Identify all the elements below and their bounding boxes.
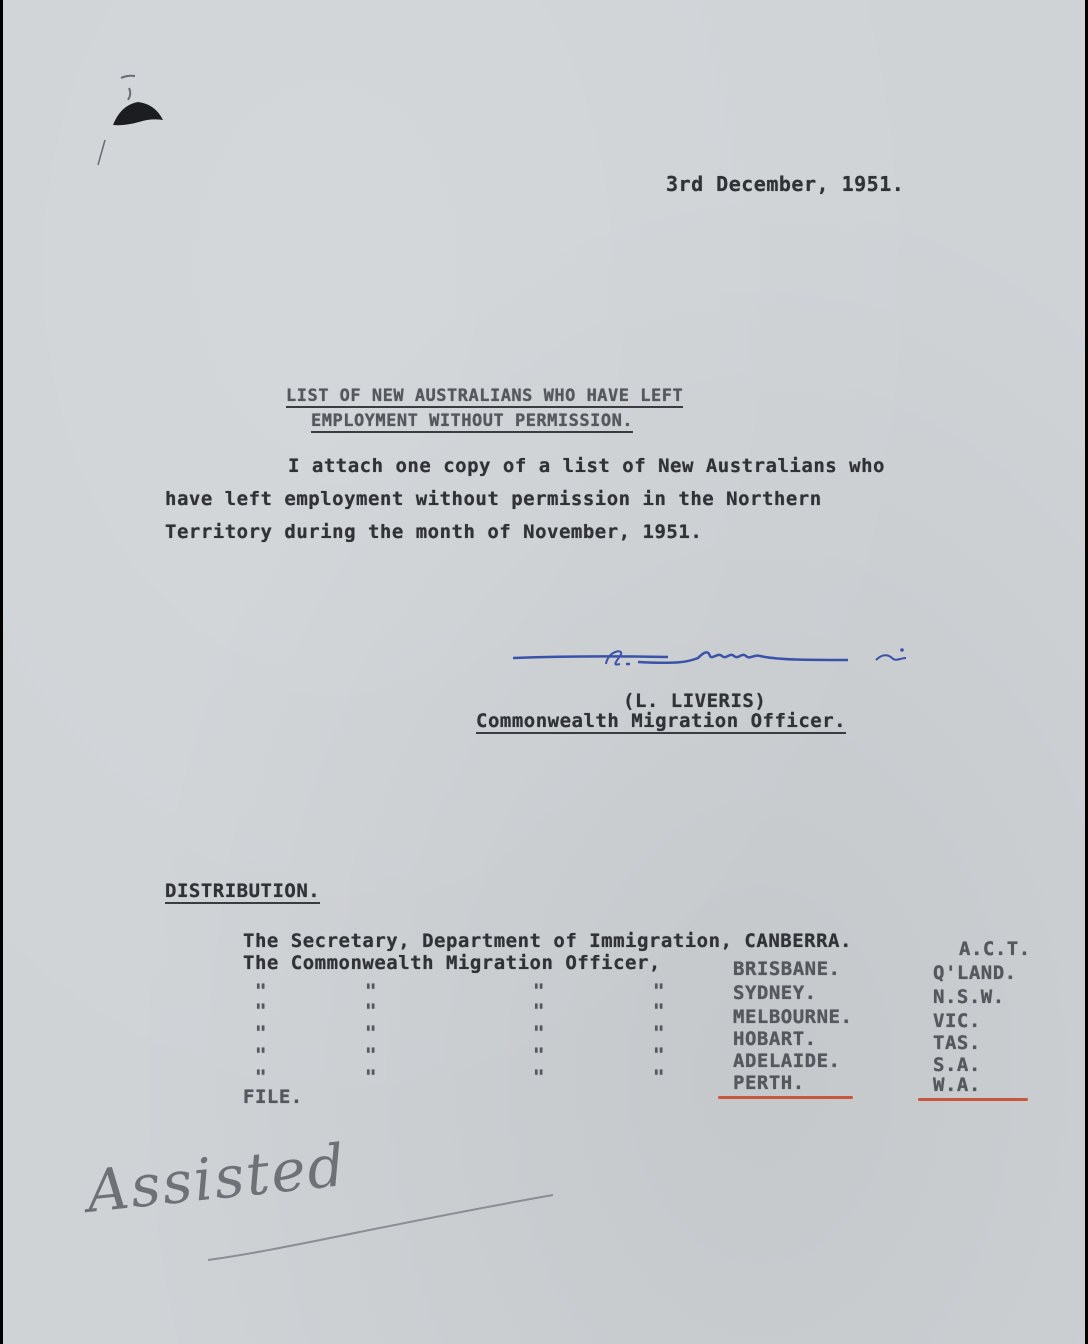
- distribution-state-tas: TAS.: [933, 1032, 981, 1054]
- ditto-mark: ": [255, 980, 267, 1002]
- distribution-city-brisbane: BRISBANE.: [733, 958, 841, 980]
- red-underline-perth: [718, 1096, 853, 1099]
- ditto-mark: ": [653, 1022, 665, 1044]
- distribution-state-wa: W.A.: [933, 1074, 981, 1096]
- document-date: 3rd December, 1951.: [666, 172, 905, 196]
- signatory-title: Commonwealth Migration Officer.: [476, 710, 847, 732]
- handwritten-annotation: Assisted: [83, 1130, 350, 1226]
- ditto-mark: ": [365, 1066, 377, 1088]
- ditto-mark: ": [365, 1044, 377, 1066]
- distribution-row-migration-officer: The Commonwealth Migration Officer,: [243, 952, 661, 974]
- ditto-mark: ": [533, 1022, 545, 1044]
- ditto-mark: ": [365, 1000, 377, 1022]
- ditto-mark: ": [653, 1000, 665, 1022]
- staple-hole-mark: [93, 60, 183, 170]
- ditto-mark: ": [653, 1044, 665, 1066]
- body-line-3: Territory during the month of November, 1951.: [165, 521, 703, 543]
- ditto-mark: ": [365, 980, 377, 1002]
- distribution-city-adelaide: ADELAIDE.: [733, 1050, 841, 1072]
- ditto-mark: ": [653, 1066, 665, 1088]
- distribution-city-perth: PERTH.: [733, 1072, 805, 1094]
- ditto-mark: ": [653, 980, 665, 1002]
- ditto-mark: ": [533, 1066, 545, 1088]
- pencil-stroke: [203, 1180, 563, 1270]
- distribution-state-vic: VIC.: [933, 1010, 981, 1032]
- distribution-row-secretary: The Secretary, Department of Immigration, CANBERRA.: [243, 930, 852, 952]
- body-line-1: I attach one copy of a list of New Australians who: [288, 455, 885, 477]
- distribution-state-qland: Q'LAND.: [933, 962, 1017, 984]
- subject-line-2: EMPLOYMENT WITHOUT PERMISSION.: [311, 411, 634, 431]
- distribution-row-secretary-state: A.C.T.: [959, 938, 1031, 960]
- distribution-city-sydney: SYDNEY.: [733, 982, 817, 1004]
- ditto-mark: ": [533, 1044, 545, 1066]
- subject-line-1: LIST OF NEW AUSTRALIANS WHO HAVE LEFT: [286, 386, 684, 406]
- distribution-city-melbourne: MELBOURNE.: [733, 1006, 853, 1028]
- distribution-state-nsw: N.S.W.: [933, 986, 1005, 1008]
- distribution-file: FILE.: [243, 1086, 303, 1108]
- ditto-mark: ": [255, 1066, 267, 1088]
- distribution-state-sa: S.A.: [933, 1054, 981, 1076]
- ditto-mark: ": [533, 980, 545, 1002]
- ditto-mark: ": [255, 1044, 267, 1066]
- distribution-city-hobart: HOBART.: [733, 1028, 817, 1050]
- ditto-mark: ": [533, 1000, 545, 1022]
- red-underline-wa: [918, 1098, 1028, 1101]
- handwritten-signature: [508, 640, 928, 680]
- ditto-mark: ": [365, 1022, 377, 1044]
- ditto-mark: ": [255, 1022, 267, 1044]
- signatory-name: (L. LIVERIS): [623, 690, 767, 712]
- ditto-mark: ": [255, 1000, 267, 1022]
- distribution-heading: DISTRIBUTION.: [165, 880, 321, 902]
- body-line-2: have left employment without permission in the Northern: [165, 488, 822, 510]
- document-page: [3, 0, 1085, 1344]
